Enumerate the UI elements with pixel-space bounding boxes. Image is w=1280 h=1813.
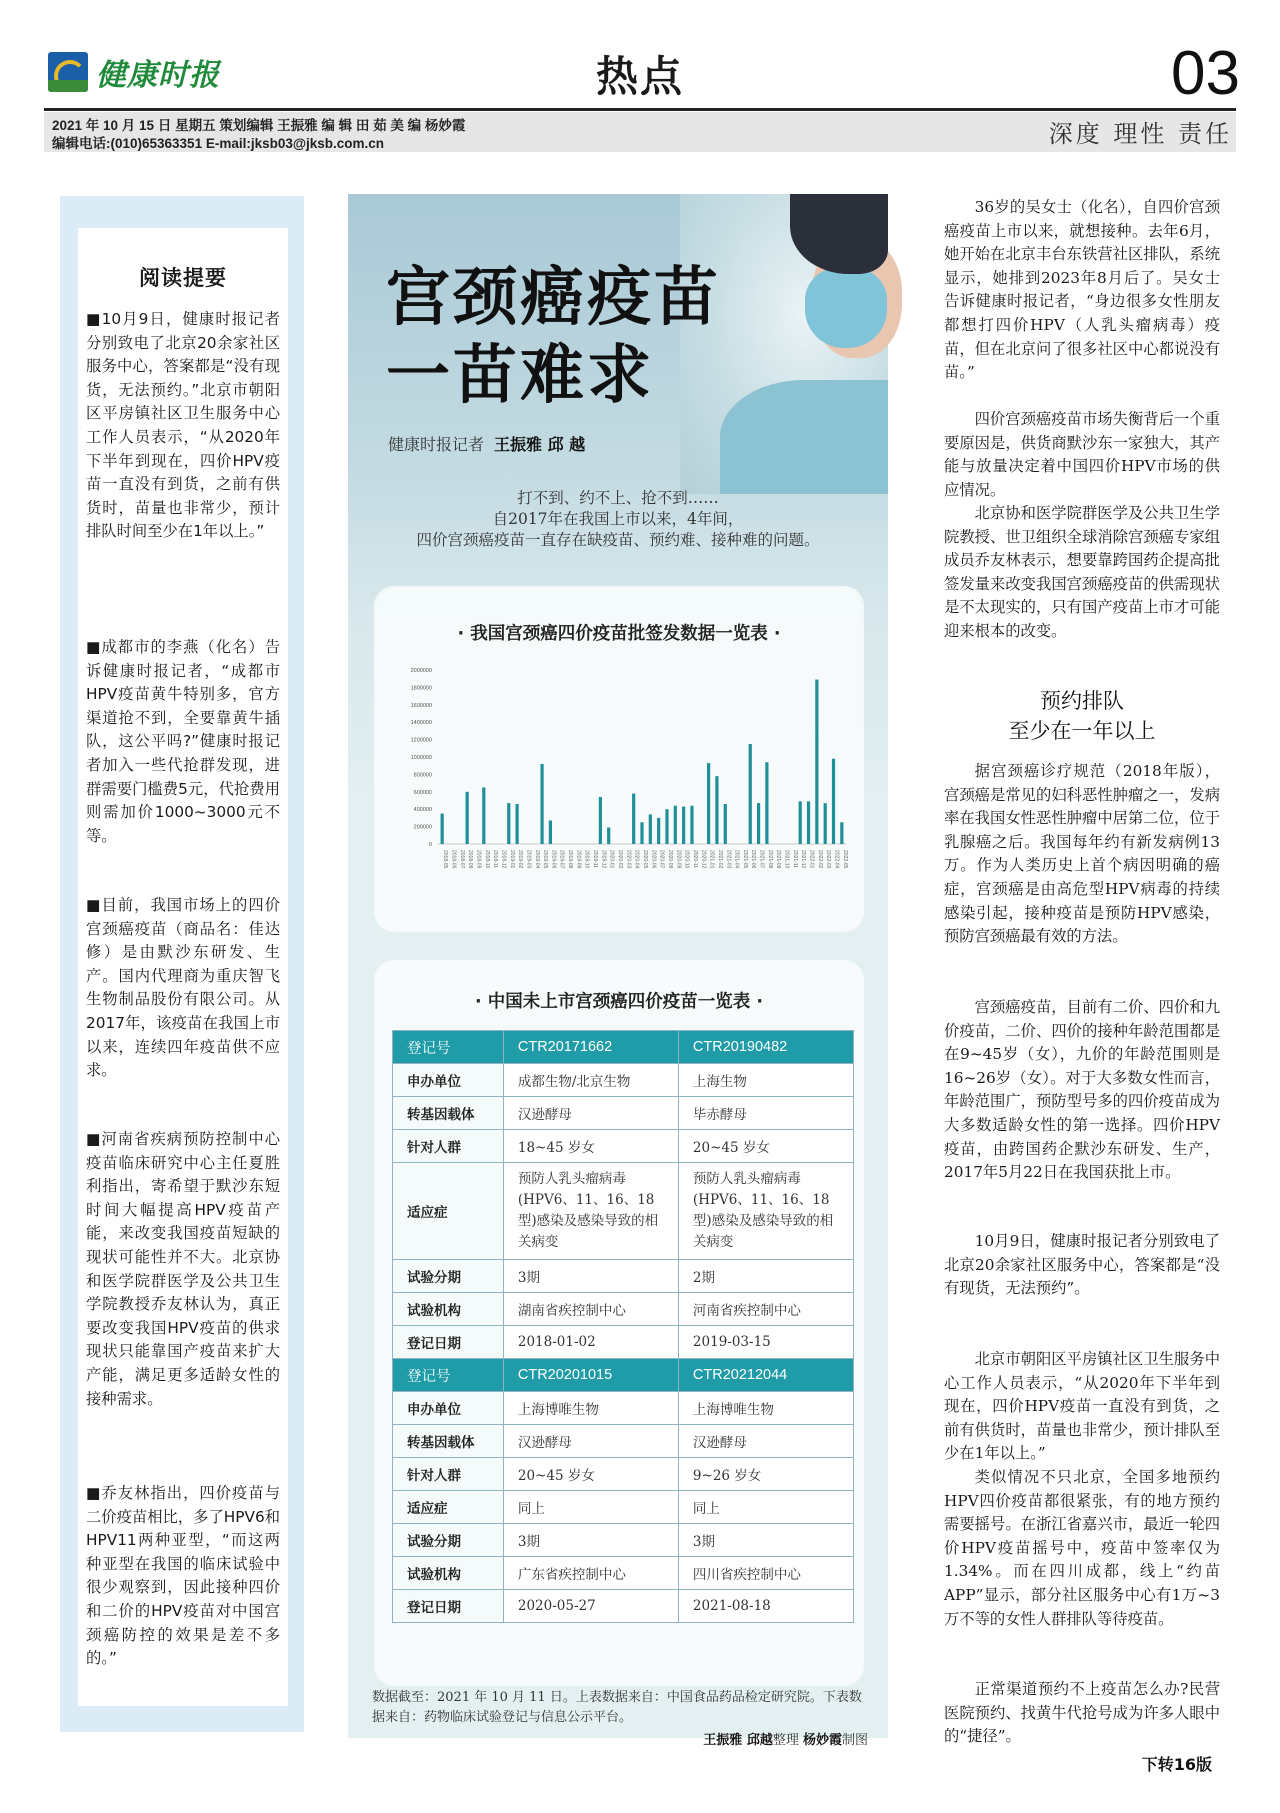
bar [715, 776, 718, 844]
byline-prefix: 健康时报记者 [388, 435, 485, 454]
bar [649, 814, 652, 844]
table-row [393, 1097, 854, 1130]
article-paragraph: 类似情况不只北京，全国多地预约HPV四价疫苗都很紧张，有的地方预约需要摇号。在浙江省嘉兴市，最近一轮四价HPV疫苗摇号中，疫苗中签率仅为1.34%。而在四川成都，线上“约苗APP”显示，部分社区服务中心有1万~3万不等的女性人群排队等待疫苗。 [944, 1468, 1220, 1628]
subheading: 预约排队 [1040, 689, 1124, 713]
lede-line: 打不到、约不上、抢不到…… [517, 489, 719, 507]
y-tick-label: 1800000 [410, 685, 432, 692]
table-row [393, 1590, 854, 1623]
table-cell: 2021-08-18 [678, 1590, 853, 1623]
table-cell: 毕赤酵母 [678, 1097, 853, 1130]
table-row-label: 针对人群 [393, 1458, 504, 1491]
credit-name: 杨妙霞 [802, 1733, 842, 1748]
table-cell: 2018-01-02 [503, 1326, 678, 1359]
article-paragraph: 北京市朝阳区平房镇社区卫生服务中心工作人员表示，“从2020年下半年到现在，四价HPV疫苗一直没有到货，之前有供货时，苗量也非常少，预计排队至少在1年以上。” [944, 1350, 1220, 1463]
table-cell: 2019-03-15 [678, 1326, 853, 1359]
headline-line2: 一苗难求 [386, 338, 654, 413]
table-cell: 18~45 岁女 [503, 1130, 678, 1163]
bar [441, 814, 444, 844]
summary-paragraph: ■目前，我国市场上的四价宫颈癌疫苗（商品名：佳达修）是由默沙东研发、生产。国内代理商为重庆智飞生物制品股份有限公司。从2017年，该疫苗在我国上市以来，连续四年疫苗供不应求。 [86, 896, 280, 1080]
table-row [393, 1326, 854, 1359]
logo-text: 健康时报 [96, 58, 220, 93]
table-cell: 汉逊酵母 [503, 1425, 678, 1458]
table-row [393, 1425, 854, 1458]
table-header-label: 登记号 [393, 1359, 504, 1392]
table-cell: 同上 [503, 1491, 678, 1524]
x-tick-label: 2021-06 [750, 850, 757, 869]
registration-id: CTR20212044 [678, 1359, 853, 1392]
x-tick-label: 2022-02 [816, 850, 823, 869]
x-tick-label: 2021-11 [791, 850, 798, 868]
credit-role: 整理 [772, 1733, 803, 1748]
table-cell: 3期 [503, 1260, 678, 1293]
x-tick-label: 2021-03 [725, 850, 732, 869]
nurse-photo-gown [720, 380, 888, 494]
table-row [393, 1064, 854, 1097]
table-cell [678, 1163, 853, 1260]
editor-contact: 编辑电话:(010)65363351 E-mail:jksb03@jksb.com.cn [52, 136, 385, 151]
table-row [393, 1130, 854, 1163]
table-row-label: 适应症 [393, 1163, 504, 1260]
bar [690, 806, 693, 844]
table-header-row [393, 1359, 854, 1392]
x-tick-label: 2018-05 [442, 850, 449, 869]
bar [607, 827, 610, 844]
table-row-label: 登记日期 [393, 1326, 504, 1359]
table-row [393, 1491, 854, 1524]
credit-role: 制图 [841, 1733, 868, 1748]
bar [807, 801, 810, 844]
continued-note: 下转16版 [1141, 1755, 1212, 1774]
bar [724, 804, 727, 844]
bar [507, 803, 510, 844]
bar [815, 680, 818, 844]
article-paragraph: 据宫颈癌诊疗规范（2018年版），宫颈癌是常见的妇科恶性肿瘤之一，发病率在我国女性恶性肿瘤中居第二位，位于乳腺癌之后。我国每年约有新发病例13万。作为人类历史上首个病因明确的癌症，宫颈癌是由高危型HPV病毒的持续感染引起，接种疫苗是预防HPV感染，预防宫颈癌最有效的方法。 [944, 762, 1220, 946]
table-row [393, 1260, 854, 1293]
x-tick-label: 2019-08 [567, 850, 574, 869]
summary-paragraph: ■乔友林指出，四价疫苗与二价疫苗相比，多了HPV6和HPV11两种亚型，“而这两种亚型在我国的临床试验中很少观察到，因此接种四价和二价的HPV疫苗对中国宫颈癌防控的效果是差不多的。” [86, 1484, 280, 1668]
table-row-label: 针对人群 [393, 1130, 504, 1163]
summary-paragraph: ■河南省疾病预防控制中心疫苗临床研究中心主任夏胜利指出，寄希望于默沙东短时间大幅提高HPV疫苗产能，来改变我国疫苗短缺的现状可能性并不大。北京协和医学院群医学及公共卫生学院教授乔友林认为，真正要改变我国HPV疫苗的供求现状只能靠国产疫苗来扩大产能，满足更多适龄女性的接种需求。 [86, 1130, 280, 1408]
nurse-photo-mask [805, 268, 887, 348]
x-tick-label: 2018-07 [458, 850, 465, 869]
table-row-label: 试验分期 [393, 1524, 504, 1557]
table-cell: 四川省疾控制中心 [678, 1557, 853, 1590]
x-tick-label: 2020-10 [683, 850, 690, 869]
x-tick-label: 2020-07 [658, 850, 665, 869]
table-cell-text: 预防人乳头瘤病毒(HPV6、11、16、18型)感染及感染导致的相关病变 [517, 1171, 659, 1250]
x-tick-label: 2019-05 [542, 850, 549, 869]
x-tick-label: 2019-03 [525, 850, 532, 869]
article-paragraph: 北京协和医学院群医学及公共卫生学院教授、世卫组织全球消除宫颈癌专家组成员乔友林表示，想要靠跨国药企提高批签发量来改变我国宫颈癌疫苗的供需现状是不太现实的，只有国产疫苗上市才可能迎来根本的改变。 [944, 504, 1220, 640]
table-cell: 汉逊酵母 [503, 1097, 678, 1130]
x-tick-label: 2020-05 [642, 850, 648, 869]
bar [832, 759, 835, 844]
bar [824, 803, 827, 844]
table-row [393, 1293, 854, 1326]
x-tick-label: 2018-09 [475, 850, 482, 869]
x-tick-label: 2020-03 [625, 850, 632, 869]
x-tick-label: 2019-01 [508, 850, 515, 869]
x-tick-label: 2019-10 [583, 850, 590, 869]
vaccine-table [392, 1030, 854, 1623]
x-tick-label: 2019-11 [592, 850, 599, 868]
header-rule [44, 108, 1236, 111]
x-tick-label: 2019-02 [517, 850, 524, 869]
x-tick-label: 2021-04 [733, 850, 740, 869]
chart-title: · 我国宫颈癌四价疫苗批签发数据一览表 · [457, 624, 781, 644]
table-row-label: 登记日期 [393, 1590, 504, 1623]
bar [674, 806, 677, 844]
table-row [393, 1392, 854, 1425]
x-tick-label: 2021-07 [758, 850, 765, 869]
credit-name: 王振雅 [703, 1733, 743, 1748]
table-row [393, 1557, 854, 1590]
x-tick-label: 2018-10 [483, 850, 490, 869]
subheading: 至少在一年以上 [1008, 719, 1156, 743]
table-cell-text: 预防人乳头瘤病毒(HPV6、11、16、18型)感染及感染导致的相关病变 [692, 1171, 834, 1250]
x-tick-label: 2021-02 [716, 850, 723, 869]
x-tick-label: 2020-06 [650, 850, 657, 869]
issue-meta: 2021 年 10 月 15 日 星期五 策划编辑 王振雅 编 辑 田 茹 美 编 杨妙霞 [52, 118, 466, 133]
y-tick-label: 1000000 [410, 755, 432, 761]
bar [840, 822, 843, 844]
bar [640, 822, 643, 844]
x-tick-label: 2022-03 [825, 850, 832, 869]
x-tick-label: 2019-09 [575, 850, 582, 869]
x-tick-label: 2019-06 [550, 850, 557, 869]
table-row-label: 试验机构 [393, 1557, 504, 1590]
y-tick-label: 2000000 [410, 668, 432, 674]
x-tick-label: 2020-09 [675, 850, 682, 869]
y-tick-label: 800000 [413, 772, 432, 779]
masthead-logo [48, 50, 228, 94]
bar [682, 807, 685, 844]
bar [599, 797, 602, 844]
table-cell: 3期 [678, 1524, 853, 1557]
table-cell: 成都生物/北京生物 [503, 1064, 678, 1097]
y-tick-label: 0 [428, 842, 432, 848]
x-tick-label: 2018-12 [500, 850, 507, 869]
summary-title: 阅读提要 [139, 265, 227, 290]
source-note: 数据截至：2021 年 10 月 11 日。上表数据来自：中国食品药品检定研究院。下表数据来自：药物临床试验登记与信息公示平台。 [372, 1690, 862, 1725]
table-cell: 上海生物 [678, 1064, 853, 1097]
table-cell: 2期 [678, 1260, 853, 1293]
bar [549, 821, 552, 844]
registration-id: CTR20171662 [503, 1031, 678, 1064]
bar [707, 763, 710, 844]
table-cell: 上海博唯生物 [503, 1392, 678, 1425]
x-tick-label: 2020-02 [617, 850, 624, 869]
x-tick-label: 2021-09 [775, 850, 782, 869]
summary-paragraph: ■成都市的李燕（化名）告诉健康时报记者，“成都市HPV疫苗黄牛特别多，官方渠道抢不到，全要靠黄牛插队，这公平吗?”健康时报记者加入一些代抢群发现，进群需要门槛费5元，代抢费用则需加价1000~3000元不等。 [86, 638, 280, 845]
graphic-credit [560, 1729, 868, 1748]
article-paragraph: 36岁的吴女士（化名），自四价宫颈癌疫苗上市以来，就想接种。去年6月，她开始在北京丰台东铁营社区排队，系统显示，她排到2023年8月后了。吴女士告诉健康时报记者，“身边很多女性朋友都想打四价HPV（人乳头瘤病毒）疫苗，但在北京问了很多社区中心都说没有苗。” [944, 198, 1220, 382]
table-row-label: 适应症 [393, 1491, 504, 1524]
bar [632, 794, 635, 844]
registration-id: CTR20201015 [503, 1359, 678, 1392]
x-tick-label: 2020-04 [633, 850, 640, 869]
bar [749, 744, 752, 844]
bar [765, 762, 768, 844]
x-tick-label: 2020-01 [608, 850, 615, 869]
table-row-label: 转基因载体 [393, 1097, 504, 1130]
x-tick-label: 2018-08 [467, 850, 474, 869]
y-tick-label: 1600000 [410, 702, 432, 709]
table-cell: 上海博唯生物 [678, 1392, 853, 1425]
x-tick-label: 2021-01 [708, 850, 715, 869]
y-tick-label: 200000 [413, 824, 432, 831]
page-number: 03 [1171, 39, 1240, 108]
x-tick-label: 2020-11 [691, 850, 698, 868]
table-row-label: 转基因载体 [393, 1425, 504, 1458]
table-header-label: 登记号 [393, 1031, 504, 1064]
bar [466, 792, 469, 844]
table-row [393, 1163, 854, 1260]
article-paragraph: 10月9日，健康时报记者分别致电了北京20余家社区服务中心，答案都是“没有现货，无法预约”。 [944, 1232, 1220, 1298]
y-tick-label: 600000 [413, 789, 432, 796]
y-tick-label: 400000 [413, 807, 432, 814]
x-tick-label: 2022-04 [833, 850, 840, 869]
table-cell: 20~45 岁女 [503, 1458, 678, 1491]
y-tick-label: 1200000 [410, 737, 432, 744]
table-cell: 汉逊酵母 [678, 1425, 853, 1458]
x-tick-label: 2018-06 [450, 850, 457, 869]
x-tick-label: 2022-01 [808, 850, 815, 869]
bar [665, 809, 668, 844]
table-cell: 2020-05-27 [503, 1590, 678, 1623]
table-cell: 同上 [678, 1491, 853, 1524]
x-tick-label: 2021-05 [741, 850, 748, 869]
article-paragraph: 正常渠道预约不上疫苗怎么办?民营医院预约、找黄牛代抢号成为许多人眼中的“捷径”。 [944, 1680, 1220, 1746]
registration-id: CTR20190482 [678, 1031, 853, 1064]
y-tick-label: 1400000 [410, 720, 432, 727]
x-tick-label: 2019-04 [533, 850, 540, 869]
article-paragraph: 宫颈癌疫苗，目前有二价、四价和九价疫苗，二价、四价的接种年龄范围都是在9~45岁（女），九价的年龄范围则是16~26岁（女）。对于大多数女性而言，年龄范围广，预防型号多的四价疫苗成为大多数适龄女性的第一选择。四价HPV疫苗，由跨国药企默沙东研发、生产，2017年5月22日在我国获批上市。 [944, 998, 1220, 1182]
x-tick-label: 2018-11 [492, 850, 499, 868]
section-title: 热点 [595, 52, 684, 101]
table-cell: 广东省疾控制中心 [503, 1557, 678, 1590]
table-row-label: 申办单位 [393, 1392, 504, 1425]
table-cell: 河南省疾控制中心 [678, 1293, 853, 1326]
x-tick-label: 2021-12 [800, 850, 807, 869]
x-tick-label: 2020-12 [700, 850, 707, 869]
bar-chart [376, 660, 862, 922]
x-tick-label: 2019-07 [558, 850, 565, 869]
summary-paragraph: ■10月9日，健康时报记者分别致电了北京20余家社区服务中心，答案都是“没有现货，无法预约。”北京市朝阳区平房镇社区卫生服务中心工作人员表示，“从2020年下半年到现在，四价HPV疫苗一直没有到货，之前有供货时，苗量也非常少，预计排队时间至少在1年以上。” [86, 310, 280, 541]
x-tick-label: 2019-12 [600, 850, 607, 869]
table-row [393, 1458, 854, 1491]
table-header-row [393, 1031, 854, 1064]
lede-line: 四价宫颈癌疫苗一直存在缺疫苗、预约难、接种难的问题。 [416, 531, 820, 549]
x-tick-label: 2021-10 [783, 850, 790, 869]
table-row-label: 试验分期 [393, 1260, 504, 1293]
headline-line1: 宫颈癌疫苗 [386, 260, 721, 335]
bar [540, 764, 543, 844]
bar [516, 804, 519, 844]
article-paragraph: 四价宫颈癌疫苗市场失衡背后一个重要原因是，供货商默沙东一家独大，其产能与放量决定着中国四价HPV市场的供应情况。 [944, 410, 1220, 499]
table-cell: 20~45 岁女 [678, 1130, 853, 1163]
table-row-label: 试验机构 [393, 1293, 504, 1326]
x-tick-label: 2022-05 [841, 850, 848, 869]
table-cell [503, 1163, 678, 1260]
bar [799, 801, 802, 844]
x-tick-label: 2021-08 [766, 850, 773, 869]
x-tick-label: 2020-08 [666, 850, 673, 869]
table-cell: 湖南省疾控制中心 [503, 1293, 678, 1326]
lede-line: 自2017年在我国上市以来，4年间， [492, 510, 744, 528]
table-title: · 中国未上市宫颈癌四价疫苗一览表 · [475, 992, 763, 1012]
byline [388, 432, 585, 455]
lede [368, 488, 868, 551]
table-row [393, 1524, 854, 1557]
motto: 深度 理性 责任 [1048, 120, 1232, 148]
logo-icon [48, 52, 88, 92]
credit-name: 邱越 [742, 1733, 773, 1748]
byline-names: 王振雅 邱 越 [494, 435, 586, 454]
table-cell: 3期 [503, 1524, 678, 1557]
table-row-label: 申办单位 [393, 1064, 504, 1097]
bar [482, 787, 485, 844]
table-cell: 9~26 岁女 [678, 1458, 853, 1491]
bar [657, 818, 660, 844]
bar [757, 803, 760, 844]
